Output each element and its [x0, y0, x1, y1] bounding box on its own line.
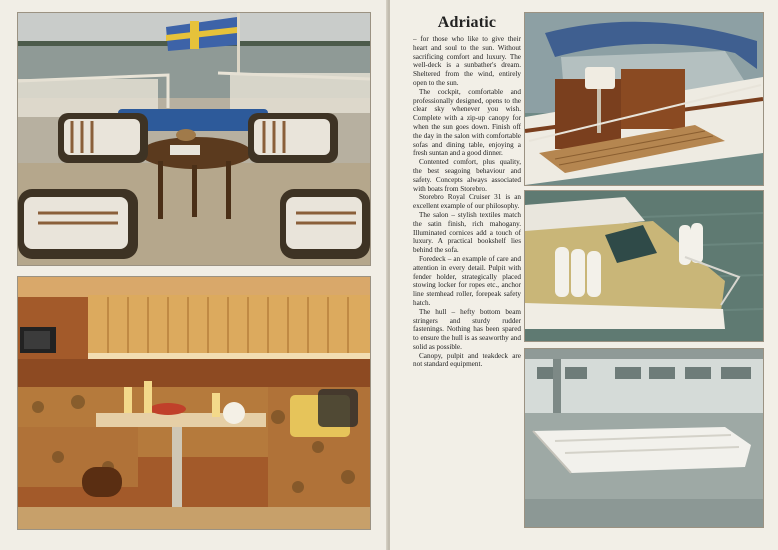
left-page: [0, 0, 388, 550]
article-paragraph: Contented comfort, plus quality, the best seagoing behaviour and safety. Concepts always associated with boats from Storebro.: [413, 158, 521, 193]
foredeck-photo: [524, 190, 764, 342]
article-paragraph: – for those who like to give their heart and soul to the sun. Without sacrificing comfort and luxury. The well-deck is a sunbather's dream. Sheltered from the wind, entirely open to the sun.: [413, 35, 521, 87]
hull-photo: [524, 348, 764, 528]
article-paragraph: Foredeck – an example of care and attention in every detail. Pulpit with fender holder, strategically placed stowing locker for ropes etc., anchor line stemhead roller, forepeak safety hatch.: [413, 254, 521, 307]
article-text: [413, 14, 521, 534]
article-paragraph: The hull – hefty bottom beam stringers and sturdy rudder fastenings. Nothing has been spared to ensure the hull is as seaworthy and solid as possible.: [413, 307, 521, 351]
cockpit-photo: [524, 12, 764, 186]
article-title: Adriatic: [437, 14, 497, 31]
article-paragraph: The cockpit, comfortable and professionally designed, opens to the clear sky whenever you wish. Complete with a zip-up canopy for when the sun goes down. Finish off the day in the salon with comfortable sofas and dining table, enjoying a fresh suntan and a good dinner.: [413, 87, 521, 158]
article-paragraph: Canopy, pulpit and teakdeck are not standard equipment.: [413, 351, 521, 369]
salon-photo: [17, 276, 371, 530]
article-paragraph: Storebro Royal Cruiser 31 is an excellent example of our philosophy.: [413, 193, 521, 211]
article-paragraph: The salon – stylish textiles match the satin finish, rich mahogany. Illuminated cornices add a touch of luxury. A practical bookshelf lies behind the sofa.: [413, 210, 521, 255]
deck-photo: [17, 12, 371, 266]
